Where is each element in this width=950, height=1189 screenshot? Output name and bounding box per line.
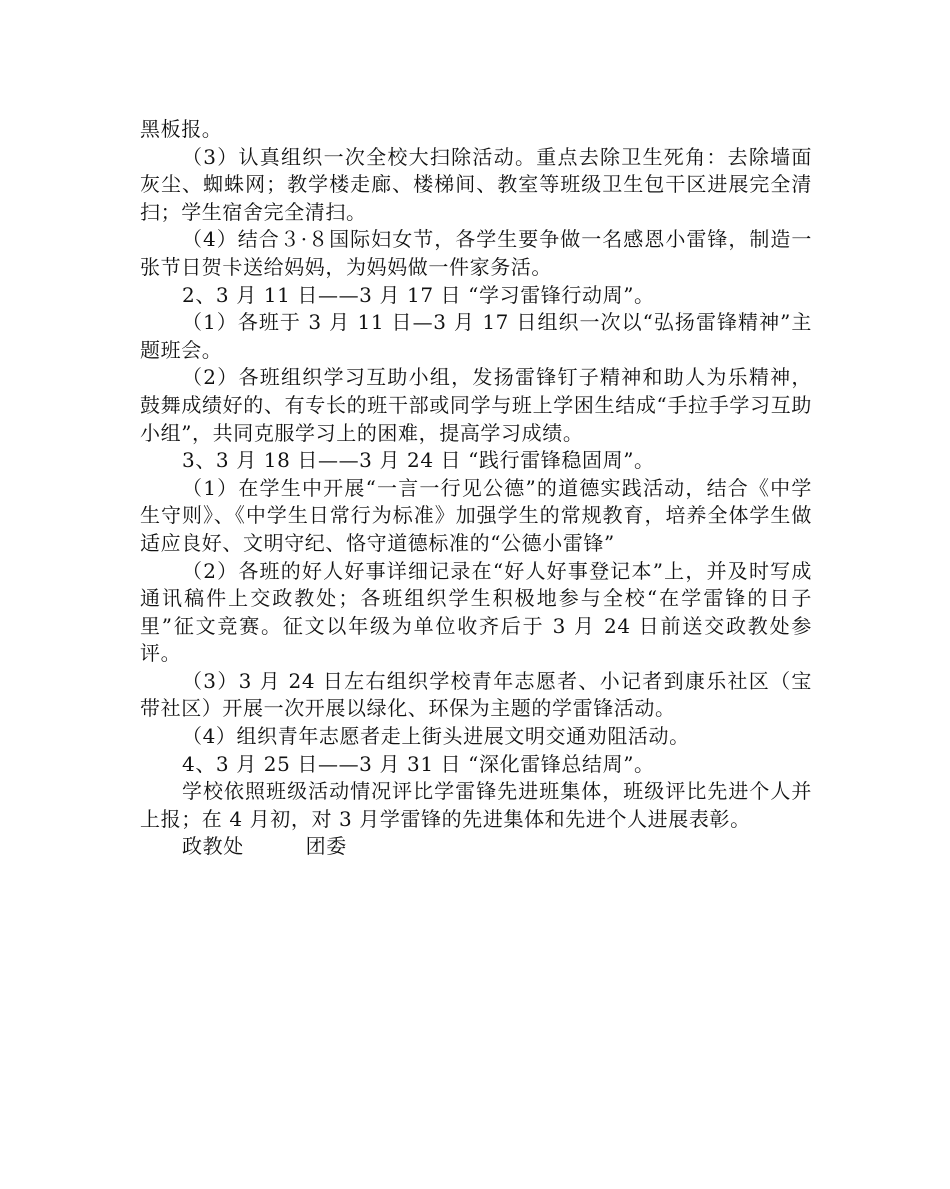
- paragraph-blackboard-continuation: 黑板报。: [140, 117, 223, 141]
- paragraph-theme-class-meeting: （1）各班于 3 月 11 日—3 月 17 日组织一次以“弘扬雷锋精神”主题班会。: [140, 310, 812, 362]
- document-body: [140, 116, 812, 861]
- paragraph-cleanup: （3）认真组织一次全校大扫除活动。重点去除卫生死角：去除墙面灰尘、蜘蛛网；教学楼走廊、楼梯间、教室等班级卫生包干区进展完全清扫；学生宿舍完全清扫。: [140, 144, 812, 224]
- paragraph-study-groups: （2）各班组织学习互助小组，发扬雷锋钉子精神和助人为乐精神，鼓舞成绩好的、有专长的班干部或同学与班上学困生结成“手拉手学习互助小组”，共同克服学习上的困难，提高学习成绩。: [140, 365, 812, 445]
- section-heading-week-3: 3、3 月 18 日——3 月 24 日 “践行雷锋稳固周”。: [182, 448, 655, 473]
- paragraph-evaluation: 学校依照班级活动情况评比学雷锋先进班集体，班级评比先进个人并上报；在 4 月初，对 3 月学雷锋的先进集体和先进个人进展表彰。: [140, 779, 812, 831]
- section-heading-week-4: 4、3 月 25 日——3 月 31 日 “深化雷锋总结周”。: [182, 751, 655, 776]
- paragraph-womens-day: （4）结合３·８国际妇女节，各学生要争做一名感恩小雷锋，制造一张节日贺卡送给妈妈，为妈妈做一件家务活。: [140, 227, 812, 279]
- paragraph-good-deeds-record: （2）各班的好人好事详细记录在“好人好事登记本”上，并及时写成通讯稿件上交政教处；各班组织学生积极地参与全校“在学雷锋的日子里”征文竞赛。征文以年级为单位收齐后于 3 月 24 日前送交政教处参评。: [140, 558, 812, 666]
- paragraph-moral-practice: （1）在学生中开展“一言一行见公德”的道德实践活动，结合《中学生守则》、《中学生日常行为标准》加强学生的常规教育，培养全体学生做适应良好、文明守纪、恪守道德标准的“公德小雷锋”: [140, 475, 812, 555]
- section-heading-week-2: 2、3 月 11 日——3 月 17 日 “学习雷锋行动周”。: [182, 282, 655, 307]
- paragraph-volunteer-activity: （3）3 月 24 日左右组织学校青年志愿者、小记者到康乐社区（宝带社区）开展一次开展以绿化、环保为主题的学雷锋活动。: [140, 668, 812, 721]
- signature-line: 政教处 团委: [182, 834, 347, 859]
- paragraph-traffic-persuasion: （4）组织青年志愿者走上街头进展文明交通劝阻活动。: [182, 724, 690, 749]
